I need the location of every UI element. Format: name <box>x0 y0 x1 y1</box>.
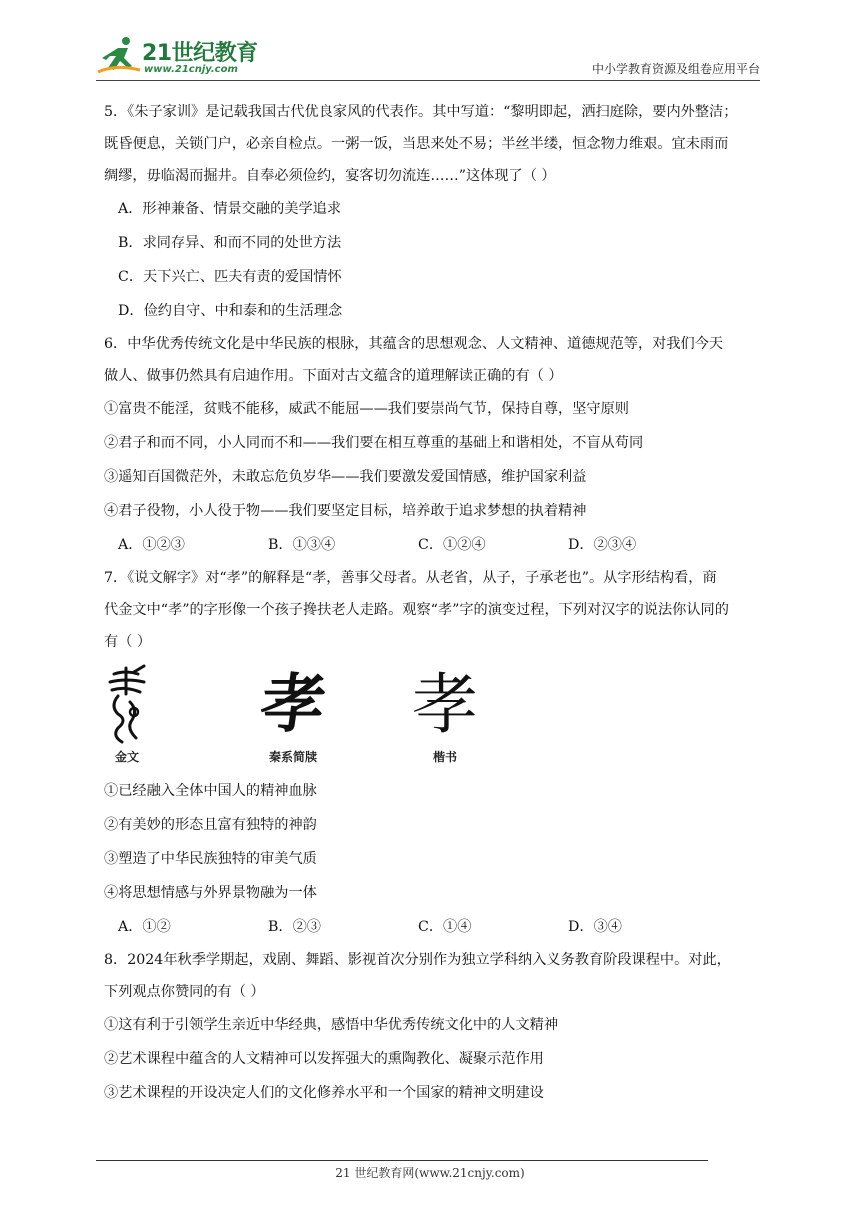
runner-logo-icon <box>96 34 144 78</box>
q7-choice-b[interactable]: B．②③ <box>268 919 321 935</box>
jinwen-xiao-icon <box>104 664 150 746</box>
jiandu-label: 秦系简牍 <box>268 750 317 764</box>
jinwen-label: 金文 <box>114 750 139 764</box>
q6-stem-line-2: 做人、做事仍然具有启迪作用。下面对古文蕴含的道理解读正确的有（ ） <box>104 368 563 384</box>
q5-stem-line-1: 5．《朱子家训》是记载我国古代优良家风的代表作。其中写道：“黎明即起，洒扫庭除，要内外整洁； <box>104 104 738 120</box>
q6-statement-1: ①富贵不能淫，贫贱不能移，威武不能屈——我们要崇尚气节，保持自尊，坚守原则 <box>104 401 629 417</box>
q7-statement-1: ①已经融入全体中国人的精神血脉 <box>104 783 317 799</box>
q5-stem-line-2: 既昏便息，关锁门户，必亲自检点。一粥一饭，当思来处不易；半丝半缕，恒念物力维艰。宜未雨而 <box>104 136 729 152</box>
jinwen-glyph <box>104 664 150 765</box>
q7-choice-d[interactable]: D．③④ <box>568 919 622 935</box>
q8-statement-1: ①这有利于引领学生亲近中华经典，感悟中华优秀传统文化中的人文精神 <box>104 1017 559 1033</box>
q5-option-a[interactable]: A．形神兼备、情景交融的美学追求 <box>118 201 342 217</box>
page-footer[interactable]: 21 世纪教育网(www.21cnjy.com) <box>335 1166 525 1180</box>
q8-stem-line-1: 8．2024年秋季学期起，戏剧、舞蹈、影视首次分别作为独立学科纳入义务教育阶段课程中。对此， <box>104 952 731 968</box>
q7-stem-line-2: 代金文中“孝”的字形像一个孩子搀扶老人走路。观察“孝”字的演变过程，下列对汉字的说法你认同的 <box>104 602 729 618</box>
jiandu-xiao-icon: 孝 <box>255 667 331 742</box>
xiao-evolution-figure <box>104 664 766 774</box>
q7-choice-c[interactable]: C．①④ <box>418 919 472 935</box>
q6-statement-3: ③遥知百国微茫外，未敢忘危负岁华——我们要激发爱国情感，维护国家利益 <box>104 469 587 485</box>
site-logo[interactable] <box>96 34 266 78</box>
q5-option-c[interactable]: C．天下兴亡、匹夫有责的爱国情怀 <box>118 269 342 285</box>
footer-divider <box>96 1160 708 1161</box>
q6-statement-2: ②君子和而不同，小人同而不和——我们要在相互尊重的基础上和谐相处，不盲从苟同 <box>104 435 644 451</box>
q6-choices <box>118 528 766 562</box>
page-header <box>96 34 760 80</box>
q8-statement-2: ②艺术课程中蕴含的人文精神可以发挥强大的熏陶教化、凝聚示范作用 <box>104 1051 544 1067</box>
q6-choice-a[interactable]: A．①②③ <box>118 537 185 553</box>
q5-option-b[interactable]: B．求同存异、和而不同的处世方法 <box>118 235 342 251</box>
q7-stem-line-1: 7．《说文解字》对“孝”的解释是“孝，善事父母者。从老省，从子，子承老也”。从字形结构看，商 <box>104 570 717 586</box>
q6-statement-4: ④君子役物，小人役于物——我们要坚定目标，培养敢于追求梦想的执着精神 <box>104 503 587 519</box>
q8-stem-line-2: 下列观点你赞同的有（ ） <box>104 984 265 1000</box>
kaishu-label: 楷书 <box>432 750 457 764</box>
kaishu-glyph <box>410 664 480 765</box>
logo-text: 21世纪教育 <box>142 41 258 66</box>
q7-stem-line-3: 有（ ） <box>104 634 152 650</box>
logo-url: www.21cnjy.com <box>144 64 238 75</box>
q6-stem-line-1: 6．中华优秀传统文化是中华民族的根脉，其蕴含的思想观念、人文精神、道德规范等，对我们今天 <box>104 336 724 352</box>
question-content <box>104 96 766 1110</box>
q6-choice-b[interactable]: B．①③④ <box>268 537 336 553</box>
q7-statement-3: ③塑造了中华民族独特的审美气质 <box>104 851 317 867</box>
header-divider <box>96 80 760 81</box>
q7-statement-2: ②有美妙的形态且富有独特的神韵 <box>104 817 317 833</box>
q5-option-d[interactable]: D．俭约自守、中和泰和的生活理念 <box>118 303 343 319</box>
q6-choice-c[interactable]: C．①②④ <box>418 537 486 553</box>
q8-statement-3: ③艺术课程的开设决定人们的文化修养水平和一个国家的精神文明建设 <box>104 1085 544 1101</box>
header-tagline: 中小学教育资源及组卷应用平台 <box>591 62 760 76</box>
q7-choices <box>118 910 766 944</box>
q7-choice-a[interactable]: A．①② <box>118 919 171 935</box>
kaishu-xiao-icon: 孝 <box>412 666 478 743</box>
q5-stem-line-3: 绸缪，毋临渴而掘井。自奉必须俭约，宴客切勿流连……”这体现了（ ） <box>104 168 556 184</box>
jiandu-glyph <box>255 664 331 765</box>
q7-statement-4: ④将思想情感与外界景物融为一体 <box>104 885 317 901</box>
q6-choice-d[interactable]: D．②③④ <box>568 537 637 553</box>
